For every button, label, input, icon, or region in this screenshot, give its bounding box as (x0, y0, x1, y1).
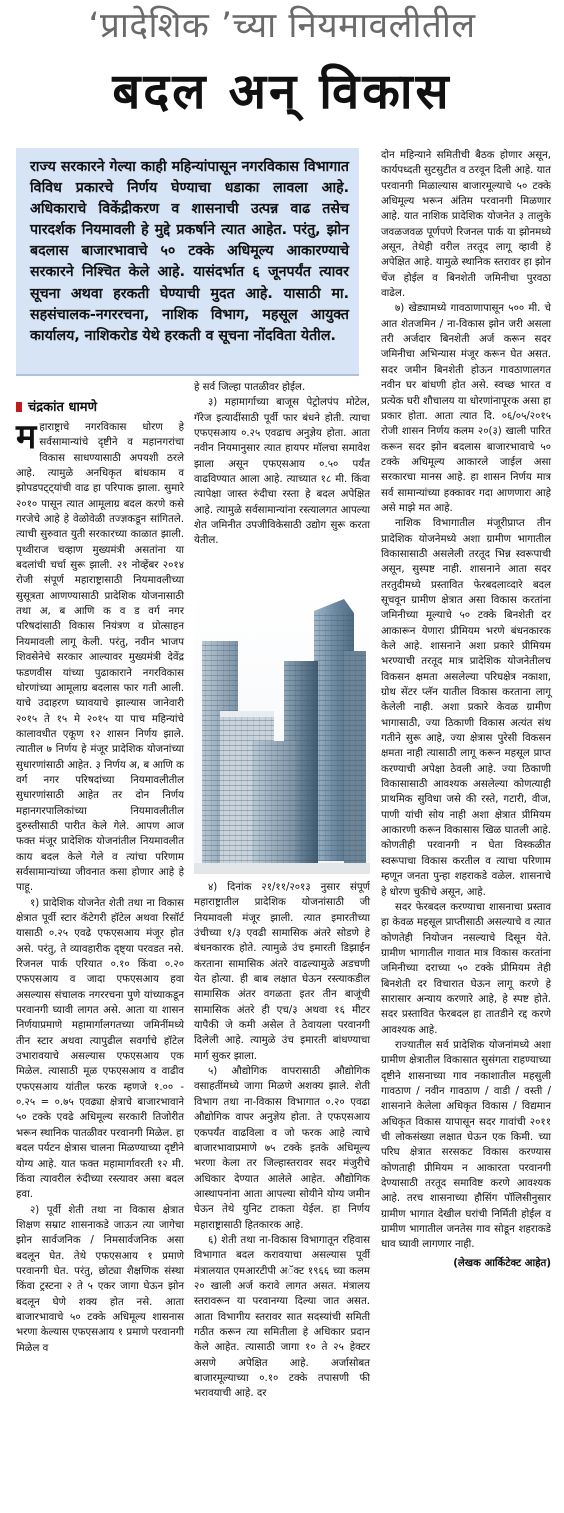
byline (16, 398, 184, 418)
paragraph-continued-3: दोन महिन्याने समितीची बैठक होणार असून, कार्यपध्दती सुटसुटीत व ठरवून दिली आहे. यात परवानगी मिळाल्यास बाजारमूल्याचे ५० टक्के अधिमूल्य भरून अंतिम परवानगी मिळणार आहे. यात नाशिक प्रादेशिक योजनेत ३ तालुके जवळजवळ पूर्णपणे रिजनल पार्क या झोनमध्ये असून, तेथेही वरील तरतूद लागू व्हावी हे अपेक्षित आहे. यामुळे स्थानिक स्तरावर हा झोन चेंज होईल व बिनशेती जमिनीचा पुरवठा वाढेल. (381, 150, 551, 300)
drop-cap: म (16, 417, 37, 457)
paragraph-nashik: नाशिक विभागातील मंजूरीप्राप्त तीन प्रादेशिक योजनेमध्ये अशा ग्रामीण भागातील विकासासाठी असलेली तरतूद भिन्न स्वरूपाची असून, सुस्पष्ट नाही. शासनाने आता सदर तरतुदीमध्ये प्रस्तावित फेरबदलाव्दारे बदल सूचवून ग्रामीण क्षेत्रात असा विकास करतांना जमिनीच्या मूल्याचे ५० टक्के बिनशेती दर आकारून येणारा प्रीमियम भरणे बंधनकारक केले आहे. शासनाने अशा प्रकारे प्रीमियम भरण्याची तरतूद मात्र प्रादेशिक योजनेतीलच विकसन क्षमता असलेल्या परिघक्षेत्र नकाशा, ग्रोथ सेंटर प्लॅन यातील विकास करताना लागू केलेली नाही. अशा प्रकारे केवळ ग्रामीण भागासाठी, ज्या ठिकाणी विकास अत्यंत संथ गतीने सुरू आहे, ज्या क्षेत्रास पुरेसी विकसन क्षमता नाही त्यासाठी लागू करून महसूल प्राप्त करण्याची अपेक्षा ठेवली आहे. ज्या ठिकाणी विकासासाठी आवश्यक असलेल्या कोणत्याही प्राथमिक सुविधा जसे की रस्ते, गटारी, वीज, पाणी यांची सोय नाही अशा क्षेत्रात प्रीमियम आकारणी करून विकासास खिळ घातली आहे. कोणतीही परवानगी न घेता विस्कळीत स्वरूपाचा विकास करतील व त्याचा परिणाम म्हणून जनता पुन्हा शहराकडे वळेल. शासनाचे हे धोरण चुकीचे असून, आहे. (381, 518, 551, 898)
paragraph-intro: महाराष्ट्राचे नगरविकास धोरण हे सर्वसामान्यांचे दृष्टीने व महानगरांचा विकास साधण्यासाठी अपयशी ठरले आहे. त्यामुळे अनधिकृत बांधकाम व झोपडपट्ट्यांची वाढ हा परिपाक झाला. सुमारे २०१० पासून त्यात आमूलाग्र बदल करणे कसे गरजेचे आहे हे वेळोवेळी तज्ज्ञकडून सांगितले. त्याची सुरुवात युती सरकारच्या काळात झाली. पृथ्वीराज चव्हाण मुख्यमंत्री असतांना या बदलांची चर्चा सुरू झाली. २१ नोव्हेंबर २०१४ रोजी संपूर्ण महाराष्ट्रासाठी नियमावलीच्या सुसूत्रता आणण्यासाठी प्रादेशिक योजनासाठी तथा अ, ब आणि क व ड वर्ग नगर परिषदांसाठी विकास नियंत्रण व प्रोत्साहन नियमावली लागू केली. परंतु, नवीन भाजप शिवसेनेचे सरकार आल्यावर मुख्यमंत्री देवेंद्र फडणवीस यांच्या पुढाकाराने नगरविकास धोरणांच्या आमूलाग्र बदलास फार गती आली. याचे उदाहरण घ्यावयाचे झाल्यास जानेवारी २०१५ ते १५ मे २०१५ या पाच महिन्यांचे कालावधीत एकूण १२ शासन निर्णय झाले. त्यातील ७ निर्णय हे मंजूर प्रादेशिक योजनांच्या सुधारणांसाठी आहेत. ३ निर्णय अ, ब आणि क वर्ग नगर परिषदांच्या नियमावलीतील सुधारणांसाठी आहेत तर दोन निर्णय महानगरपालिकांच्या नियमावलीतील दुरुस्तीसाठी पारीत केले गेले. आपण आज फक्त मंजूर प्रादेशिक योजनांतील नियमावलीत काय बदल केले गेले व त्यांचा परिणाम सर्वसामान्यांच्या जीवनात कसा होणार आहे हे पाहू. (16, 417, 184, 894)
lead-text: राज्य सरकारने गेल्या काही महिन्यांपासून नगरविकास विभागात विविध प्रकारचे निर्णय घेण्याचा धडाका लावला आहे. अधिकाराचे विकेंद्रीकरण व शासनाची उत्पन्न वाढ तसेच पारदर्शक नियमावली हे मुद्दे प्रकर्षाने त्यात आहेत. परंतु, झोन बदलास बाजारभावाचे ५० टक्के अधिमूल्य आकारण्याचे सरकारने निश्चित केले आहे. यासंदर्भात ६ जूनपर्यंत त्यावर सूचना अथवा हरकती घेण्याची मुदत आहे. यासाठी मा. सहसंचालक-नगररचना, नाशिक विभाग, महसूल आयुक्त कार्यालय, नाशिकरोड येथे हरकती व सूचना नोंदविता येतील. (30, 159, 349, 344)
paragraph-proposal: सदर फेरबदल करण्याचा शासनाचा प्रस्ताव हा केवळ महसूल प्राप्तीसाठी असल्याचे व त्यात कोणतेही नियोजन नसल्याचे दिसून येते. ग्रामीण भागातील गावात मात्र विकास करतांना जमिनीच्या दराच्या ५० टक्के प्रीमियम तेही बिनशेती दर विचारात घेऊन लागू करणे हे सारासार अन्याय करणारे आहे, हे स्पष्ट होते. सदर प्रस्तावित फेरबदल हा तातडीने रद्द करणे आवश्यक आहे. (381, 901, 551, 1036)
paragraph-point-6: ६) शेती तथा ना-विकास विभागातून रहिवास विभागात बदल करावयाचा असल्यास पूर्वी मंत्रालयात एमआरटीपी अॅक्ट १९६६ च्या कलम २० खाली अर्ज करावे लागत असत. मंत्रालय स्तरावरून या परवानग्या दिल्या जात असत. आता विभागीय स्तरावर सात सदस्यांची समिती गठीत करून त्या समितीला हे अधिकार प्रदान केले आहेत. त्यासाठी जागा १० ते २५ हेक्टर असणे अपेक्षित आहे. अर्जासोबत बाजारमूल्याच्या ०.१० टक्के तपासणी फी भरावयाची आहे. दर (194, 1234, 370, 1400)
paragraph-point-3: ३) महामार्गाच्या बाजूस पेट्रोलपंप मोटेल, गॅरेज इत्यादींसाठी पूर्वी फार बंधने होती. त्याचा एफएसआय ०.२५ एवढाच अनुज्ञेय होता. आता नवीन नियमानुसार त्यात हायपर मॉलचा समावेश झाला असून एफएसआय ०.५० पर्यंत वाढविण्यात आला आहे. त्याच्यात १८ मी. किंवा त्यापेक्षा जास्त रुंदीचा रस्ता हे बदल अपेक्षित आहे. त्यामुळे सर्वसामान्यांना रस्त्यालगत आपल्या शेत जमिनीत उपजीविकेसाठी उद्योग सुरू करता येतील. (194, 397, 370, 547)
author-name: चंद्रकांत धामणे (28, 400, 97, 415)
lead-summary-box (16, 148, 359, 376)
paragraph-point-5: ५) औद्योगिक वापरासाठी औद्योगिक वसाहतींमध्ये जागा मिळणे अशक्य झाले. शेती विभाग तथा ना-विकास विभागात ०.२० एवढा औद्योगिक वापर अनुज्ञेय होता. ते एफएसआय एकपर्यंत वाढविला व जो फरक आहे त्याचे बाजारभावाप्रमाणे ७५ टक्के इतके अधिमूल्य भरणा केला तर जिल्हास्तरावर सदर मंजुरीचे अधिकार देण्यात आलेले आहेत. औद्योगिक आस्थापनांना आता आपल्या सोयीने योग्य जमीन घेऊन तेथे युनिट टाकता येईल. हा निर्णय महाराष्ट्रासाठी हितकारक आहे. (194, 1066, 370, 1231)
paragraph-continued: हे सर्व जिल्हा पातळीवर होईल. (194, 382, 306, 393)
headline-line-1: ‘प्रादेशिक ’च्या नियमावलीतील (88, 6, 476, 46)
column-3 (381, 148, 551, 1271)
author-note: (लेखक आर्किटेक्ट आहेत) (453, 1257, 551, 1269)
paragraph-conclusion: राज्यातील सर्व प्रादेशिक योजनांमध्ये अशा ग्रामीण क्षेत्रातील विकासात सुसंगता राहण्याच्या दृष्टीने शासनाच्या गाव नकाशातील महसुली गावठाण / नवीन गावठाण / वाडी / वस्ती / शासनाने केलेला अधिकृत विकास / विद्यमान अधिकृत विकास यापासून सदर गावांची २०११ ची लोकसंख्या लक्षात घेऊन एक किमी. च्या परिघ क्षेत्रात सरसकट विकास करण्यास कोणताही प्रीमियम न आकारता परवानगी देण्यासाठी तरतूद समाविष्ट करणे आवश्यक आहे. तरच शासनाच्या हौसिंग पॉलिसीनुसार ग्रामीण भागात देखील घरांची निर्मिती होईल व ग्रामीण भागातील जनतेस गाव सोडून शहराकडे धाव घ्यावी लागणार नाही. (381, 1039, 551, 1251)
paragraph-point-4: ४) दिनांक २१/११/२०१३ नुसार संपूर्ण महाराष्ट्रातील प्रादेशिक योजनांसाठी जी नियमावली मंजूर झाली. त्यात इमारतीच्या उंचीच्या १/३ एवढी सामासिक अंतरे सोडणे हे बंधनकारक होते. त्यामुळे उंच इमारती डिझाईन करताना सामासिक अंतरे वाढल्यामुळे अडचणी येत होत्या. ही बाब लक्षात घेऊन रस्त्याकडील सामासिक अंतर वगळता इतर तीन बाजूंची सामासिक अंतरे ही एच/३ अथवा १६ मीटर यापैकी जे कमी असेल ते ठेवायला परवानगी दिलेली आहे. त्यामुळे उंच इमारती बांधण्याचा मार्ग सुकर झाला. (194, 882, 370, 1062)
byline-marker-icon (16, 402, 22, 412)
column-2-top (194, 380, 370, 549)
paragraph-point-2: २) पूर्वी शेती तथा ना विकास क्षेत्रात शिक्षण सम्राट शासनाकडे जाऊन त्या जागेचा झोन सार्वजनिक / निमसार्वजनिक असा बदलून घेत. तेथे एफएसआय १ प्रमाणे परवानगी घेत. परंतु, छोट्या शैक्षणिक संस्था किंवा ट्रस्टना २ ते ५ एकर जागा घेऊन झोन बदलून घेणे शक्य होत नसे. आता बाजारभावाचे ५० टक्के अधिमूल्य शासनास भरणा केल्यास एफएसआय १ प्रमाणे परवानगी मिळेल व (16, 1204, 184, 1354)
column-1 (16, 417, 184, 1356)
headline-line-2: बदल अन् विकास (112, 63, 452, 120)
buildings-photo (194, 591, 370, 874)
paragraph-point-1: १) प्रादेशिक योजनेत शेती तथा ना विकास क्षेत्रात पूर्वी स्टार कॅटेगरी हॉटेल अथवा रिसॉर्ट यासाठी ०.२५ एवढे एफएसआय मंजूर होत असे. परंतु, ते व्यावहारीक दृष्ट्या परवडत नसे. रिजनल पार्क एरियात ०.१० किंवा ०.२० एफएसआय व जादा एफएसआय हवा असल्यास संचालक नगररचना पुणे यांच्याकडून परवानगी घ्यावी लागत असे. आता या शासन निर्णयाप्रमाणे महामार्गालगतच्या जमिनींमध्ये तीन स्टार अथवा त्यापुढील सवर्गाचे हॉटेल उभारावयाचे असल्यास एफएसआय एक मिळेल. त्यासाठी मूळ एफएसआय व वाढीव एफएसआय यांतील फरक म्हणजे १.०० - ०.२५ = ०.७५ एवढ्या क्षेत्राचे बाजारभावाने ५० टक्के एवढे अधिमूल्य सरकारी तिजोरीत भरून स्थानिक पातळीवर परवानगी मिळेल. हा बदल पर्यटन क्षेत्रास चालना मिळण्याच्या दृष्टीने योग्य आहे. यात फक्त महामार्गावरती १२ मी. किंवा त्यावरील रुंदीच्या रस्त्यावर असा बदल हवा. (16, 897, 184, 1201)
paragraph-point-7: ७) खेड्यामध्ये गावठाणापासून ५०० मी. चे आत शेतजमिन / ना-विकास झोन जरी असला तरी अर्जदार बिनशेती अर्ज करून सदर जमिनीचा अभिन्यास मंजूर करून घेत असत. सदर जमीन बिनशेती होऊन गावठाणालगत नवीन घर बांधणी होत असे. स्वच्छ भारत व प्रत्येक घरी शौचालय या धोरणांनापूरक असा हा प्रकार होता. आता त्यात दि. ०६/०५/२०१५ रोजी शासन निर्णय कलम २०(३) खाली पारित करून सदर झोन बदलास बाजारभावाचे ५० टक्के अधिमूल्य आकारले जाईल असा सरकारचा मानस आहे. हा शासन निर्णय मात्र सर्व सामान्यांच्या हक्कावर गदा आणणारा आहे असे माझे मत आहे. (381, 303, 551, 514)
column-2-bottom (194, 880, 370, 1402)
